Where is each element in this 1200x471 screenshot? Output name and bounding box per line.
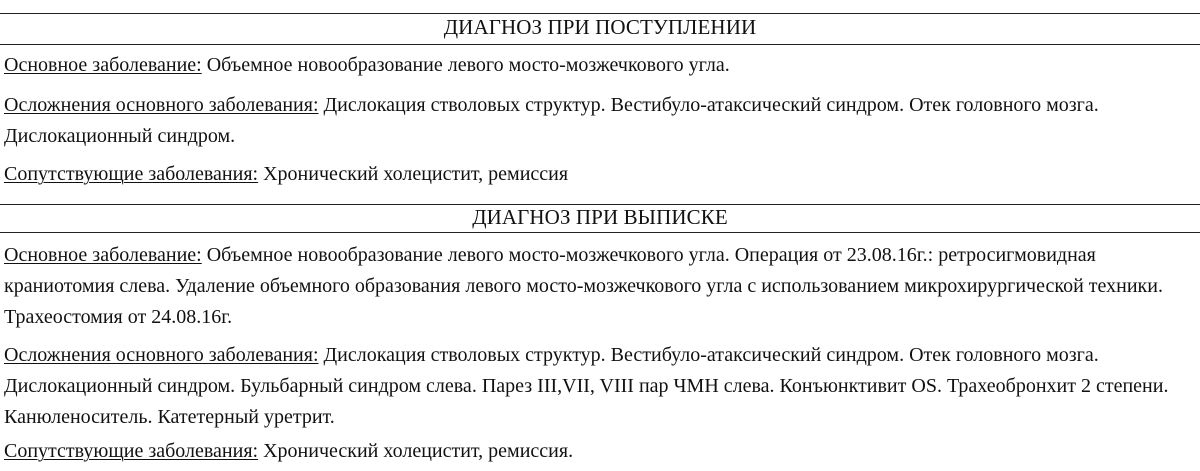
discharge-comorbid-label: Сопутствующие заболевания: [4,440,259,462]
admission-comorbid [4,159,1184,190]
admission-main-label: Основное заболевание: [4,54,202,76]
discharge-main-label: Основное заболевание: [4,244,202,266]
admission-heading-rule [0,44,1200,45]
discharge-heading: ДИАГНОЗ ПРИ ВЫПИСКЕ [472,205,728,229]
discharge-comorbid [4,436,1184,467]
admission-main-text: Объемное новообразование левого мосто-мозжечкового угла. [201,54,730,76]
admission-main-disease [4,50,1184,81]
discharge-heading-rule [0,232,1200,233]
discharge-complications-label: Осложнения основного заболевания: [4,344,319,366]
admission-complications [4,90,1184,152]
discharge-main-disease [4,240,1184,333]
admission-comorbid-label: Сопутствующие заболевания: [4,163,259,185]
admission-top-rule [0,13,1200,14]
discharge-complications-text: Дислокация стволовых структур. Вестибуло-атаксический синдром. Отек головного мозга. Дислокационный синдром. Бульбарный синдром слева. Парез III,VII, VIII пар ЧМН слева. Конъюнктивит OS. Трахеобронхит 2 степени. Канюленоситель. Катетерный уретрит. [4,344,1169,428]
admission-heading: ДИАГНОЗ ПРИ ПОСТУПЛЕНИИ [443,15,757,39]
admission-comorbid-text: Хронический холецистит, ремиссия [258,163,569,185]
admission-complications-text: Дислокация стволовых структур. Вестибуло-атаксический синдром. Отек головного мозга. Дислокационный синдром. [4,94,1099,147]
admission-complications-label: Осложнения основного заболевания: [4,94,319,116]
discharge-comorbid-text: Хронический холецистит, ремиссия. [258,440,574,462]
discharge-main-text: Объемное новообразование левого мосто-мозжечкового угла. Операция от 23.08.16г.: ретросигмовидная краниотомия слева. Удаление объемного образования левого мосто-мозжечкового угла с использованием микрохирургической техники. Трахеостомия от 24.08.16г. [4,244,1163,328]
discharge-complications [4,340,1184,433]
